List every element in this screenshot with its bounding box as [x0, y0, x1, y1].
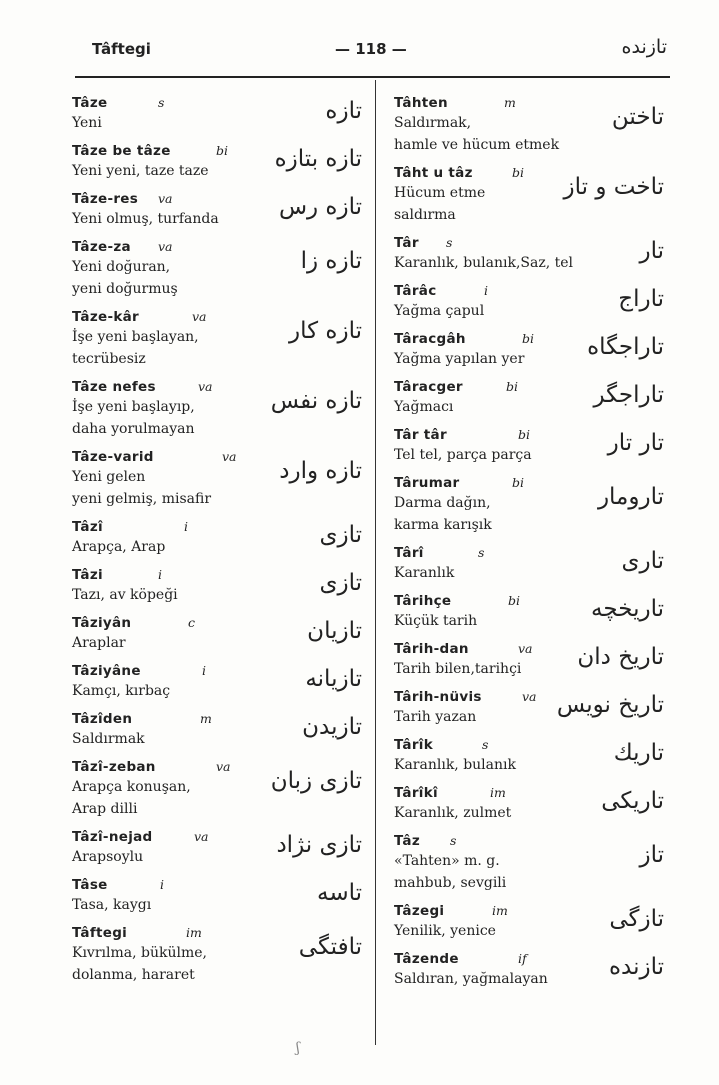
definition-line: İşe yeni başlayan, — [72, 329, 199, 345]
headword: Tâze nefes — [72, 379, 156, 395]
headword: Tâziyân — [72, 615, 132, 631]
grammar-abbreviation: c — [188, 615, 196, 630]
ottoman-script-word: تاريكى — [601, 788, 664, 814]
headword: Târih-dan — [394, 641, 469, 657]
ottoman-script-word: تازگى — [609, 906, 664, 932]
grammar-abbreviation: i — [184, 519, 188, 534]
definition-line: Saldırmak — [72, 731, 145, 747]
dictionary-entry — [72, 378, 362, 440]
definition-line: yeni gelmiş, misafir — [72, 491, 212, 507]
definition-line: Yağma yapılan yer — [394, 351, 525, 367]
definition-line: dolanma, hararet — [72, 967, 195, 983]
grammar-abbreviation: bi — [512, 475, 524, 490]
headword: Târ târ — [394, 427, 447, 443]
dictionary-entry — [394, 832, 664, 894]
definition-line: Kıvrılma, bükülme, — [72, 945, 207, 961]
definition-line: Tazı, av köpeği — [72, 587, 178, 603]
definition-line: Karanlık, bulanık,Saz, tel — [394, 255, 574, 271]
page-header — [0, 36, 719, 66]
definition-line: saldırma — [394, 207, 456, 223]
grammar-abbreviation: im — [490, 785, 506, 800]
stray-mark: ʃ — [296, 1040, 300, 1056]
running-head-left: Tâftegi — [92, 40, 151, 58]
dictionary-entry — [394, 736, 664, 776]
definition-line: Karanlık, bulanık — [394, 757, 516, 773]
ottoman-script-word: تاراجگاه — [587, 334, 664, 360]
dictionary-entry — [394, 950, 664, 990]
grammar-abbreviation: va — [522, 689, 537, 704]
column-divider — [375, 80, 376, 1045]
definition-line: İşe yeni başlayıp, — [72, 399, 195, 415]
ottoman-script-word: تازيان — [307, 618, 362, 644]
ottoman-script-word: تازه وارد — [279, 458, 362, 484]
headword: Tâze be tâze — [72, 143, 171, 159]
ottoman-script-word: تاراجگر — [593, 382, 664, 408]
grammar-abbreviation: im — [186, 925, 202, 940]
definition-line: Hücum etme — [394, 185, 486, 201]
dictionary-entry — [72, 308, 362, 370]
headword: Tâht u tâz — [394, 165, 473, 181]
headword: Tâzî — [72, 519, 103, 535]
dictionary-entry — [72, 662, 362, 702]
definition-line: Küçük tarih — [394, 613, 478, 629]
dictionary-entry — [394, 94, 664, 156]
dictionary-entry — [72, 710, 362, 750]
headword: Târî — [394, 545, 424, 561]
ottoman-script-word: تاختن — [611, 104, 664, 130]
right-column — [394, 94, 664, 998]
headword: Tâzende — [394, 951, 459, 967]
grammar-abbreviation: s — [450, 833, 457, 848]
ottoman-script-word: تازيانه — [305, 666, 362, 692]
definition-line: Yeni doğuran, — [72, 259, 171, 275]
headword: Tâze-res — [72, 191, 139, 207]
ottoman-script-word: تازى زبان — [270, 768, 362, 794]
definition-line: Arapça konuşan, — [72, 779, 191, 795]
header-rule — [75, 76, 670, 78]
ottoman-script-word: تازه — [325, 98, 362, 124]
dictionary-entry — [394, 234, 664, 274]
ottoman-script-word: تازيدن — [302, 714, 362, 740]
ottoman-script-word: تاريخ نويس — [556, 692, 664, 718]
headword: Tâze-za — [72, 239, 131, 255]
dictionary-entry — [394, 426, 664, 466]
headword: Tâzî-nejad — [72, 829, 153, 845]
ottoman-script-word: تازه زا — [300, 248, 362, 274]
ottoman-script-word: تارومار — [597, 484, 664, 510]
grammar-abbreviation: bi — [518, 427, 530, 442]
definition-line: Karanlık — [394, 565, 455, 581]
grammar-abbreviation: va — [194, 829, 209, 844]
dictionary-entry — [394, 474, 664, 536]
ottoman-script-word: تازنده — [608, 954, 664, 980]
left-column — [72, 94, 362, 994]
grammar-abbreviation: va — [518, 641, 533, 656]
grammar-abbreviation: if — [518, 951, 527, 966]
grammar-abbreviation: bi — [522, 331, 534, 346]
running-head-right: تازنده — [621, 36, 667, 58]
grammar-abbreviation: va — [222, 449, 237, 464]
ottoman-script-word: تاراج — [618, 286, 664, 312]
headword: Târacgâh — [394, 331, 466, 347]
grammar-abbreviation: m — [504, 95, 516, 110]
headword: Tâzegi — [394, 903, 445, 919]
dictionary-entry — [72, 190, 362, 230]
dictionary-entry — [394, 282, 664, 322]
headword: Târ — [394, 235, 419, 251]
definition-line: Arap dilli — [72, 801, 138, 817]
ottoman-script-word: تاز — [639, 842, 664, 868]
definition-line: Tel tel, parça parça — [394, 447, 532, 463]
definition-line: Karanlık, zulmet — [394, 805, 512, 821]
grammar-abbreviation: bi — [512, 165, 524, 180]
headword: Tâhten — [394, 95, 448, 111]
definition-line: Saldıran, yağmalayan — [394, 971, 548, 987]
grammar-abbreviation: s — [446, 235, 453, 250]
ottoman-script-word: تاخت و تاز — [563, 174, 664, 200]
dictionary-entry — [72, 614, 362, 654]
dictionary-entry — [394, 640, 664, 680]
definition-line: Arapça, Arap — [72, 539, 166, 555]
definition-line: Tarih yazan — [394, 709, 477, 725]
headword: Tâse — [72, 877, 108, 893]
dictionary-entry — [394, 784, 664, 824]
definition-line: Araplar — [72, 635, 126, 651]
headword: Tâzi — [72, 567, 103, 583]
grammar-abbreviation: va — [216, 759, 231, 774]
grammar-abbreviation: va — [158, 191, 173, 206]
headword: Târihçe — [394, 593, 452, 609]
definition-line: Saldırmak, — [394, 115, 472, 131]
ottoman-script-word: تازى نژاد — [276, 832, 362, 858]
headword: Târih-nüvis — [394, 689, 482, 705]
headword: Tâz — [394, 833, 420, 849]
definition-line: Kamçı, kırbaç — [72, 683, 171, 699]
dictionary-entry — [394, 164, 664, 226]
headword: Tâze-kâr — [72, 309, 139, 325]
dictionary-entry — [394, 688, 664, 728]
ottoman-script-word: تاريك — [613, 740, 664, 766]
dictionary-entry — [72, 142, 362, 182]
dictionary-entry — [72, 238, 362, 300]
dictionary-entry — [72, 876, 362, 916]
ottoman-script-word: تافتگى — [298, 934, 362, 960]
grammar-abbreviation: im — [492, 903, 508, 918]
grammar-abbreviation: s — [158, 95, 165, 110]
grammar-abbreviation: m — [200, 711, 212, 726]
grammar-abbreviation: bi — [216, 143, 228, 158]
definition-line: Yeni gelen — [72, 469, 146, 485]
definition-line: Tarih bilen,tarihçi — [394, 661, 522, 677]
grammar-abbreviation: bi — [508, 593, 520, 608]
definition-line: daha yorulmayan — [72, 421, 195, 437]
headword: Tâftegi — [72, 925, 128, 941]
ottoman-script-word: تازى — [319, 570, 362, 596]
definition-line: mahbub, sevgili — [394, 875, 507, 891]
headword: Târacger — [394, 379, 463, 395]
headword: Târîk — [394, 737, 434, 753]
headword: Tâzîden — [72, 711, 133, 727]
headword: Târumar — [394, 475, 460, 491]
ottoman-script-word: تاريخچه — [591, 596, 664, 622]
definition-line: karma karışık — [394, 517, 492, 533]
grammar-abbreviation: bi — [506, 379, 518, 394]
definition-line: Tasa, kaygı — [72, 897, 152, 913]
dictionary-entry — [394, 378, 664, 418]
dictionary-entry — [394, 902, 664, 942]
definition-line: Yeni — [72, 115, 102, 131]
definition-line: Yeni yeni, taze taze — [72, 163, 209, 179]
definition-line: «Tahten» m. g. — [394, 853, 500, 869]
definition-line: Darma dağın, — [394, 495, 491, 511]
ottoman-script-word: تاسه — [316, 880, 362, 906]
ottoman-script-word: تازه بتازه — [274, 146, 362, 172]
grammar-abbreviation: va — [158, 239, 173, 254]
ottoman-script-word: تاريخ دان — [577, 644, 664, 670]
dictionary-entry — [72, 924, 362, 986]
ottoman-script-word: تازه نفس — [270, 388, 362, 414]
dictionary-entry — [72, 828, 362, 868]
grammar-abbreviation: s — [478, 545, 485, 560]
grammar-abbreviation: i — [158, 567, 162, 582]
dictionary-entry — [394, 330, 664, 370]
grammar-abbreviation: s — [482, 737, 489, 752]
headword: Tâziyâne — [72, 663, 141, 679]
grammar-abbreviation: va — [198, 379, 213, 394]
ottoman-script-word: تازى — [319, 522, 362, 548]
definition-line: Yağmacı — [394, 399, 454, 415]
ottoman-script-word: تار تار — [607, 430, 664, 456]
grammar-abbreviation: va — [192, 309, 207, 324]
definition-line: hamle ve hücum etmek — [394, 137, 560, 153]
headword: Târîkî — [394, 785, 438, 801]
dictionary-entry — [72, 448, 362, 510]
dictionary-entry — [72, 566, 362, 606]
headword: Târâc — [394, 283, 437, 299]
page-number: — 118 — — [335, 40, 407, 58]
headword: Tâze-varid — [72, 449, 154, 465]
ottoman-script-word: تازه رس — [278, 194, 362, 220]
dictionary-entry — [394, 544, 664, 584]
definition-line: yeni doğurmuş — [72, 281, 178, 297]
dictionary-entry — [72, 94, 362, 134]
definition-line: tecrübesiz — [72, 351, 146, 367]
dictionary-entry — [394, 592, 664, 632]
headword: Tâzî-zeban — [72, 759, 156, 775]
definition-line: Yağma çapul — [394, 303, 485, 319]
ottoman-script-word: تار — [639, 238, 664, 264]
ottoman-script-word: تارى — [621, 548, 664, 574]
dictionary-entry — [72, 758, 362, 820]
definition-line: Yeni olmuş, turfanda — [72, 211, 219, 227]
grammar-abbreviation: i — [160, 877, 164, 892]
headword: Tâze — [72, 95, 108, 111]
grammar-abbreviation: i — [484, 283, 488, 298]
dictionary-entry — [72, 518, 362, 558]
grammar-abbreviation: i — [202, 663, 206, 678]
ottoman-script-word: تازه كار — [289, 318, 362, 344]
definition-line: Arapsoylu — [72, 849, 144, 865]
definition-line: Yenilik, yenice — [394, 923, 496, 939]
